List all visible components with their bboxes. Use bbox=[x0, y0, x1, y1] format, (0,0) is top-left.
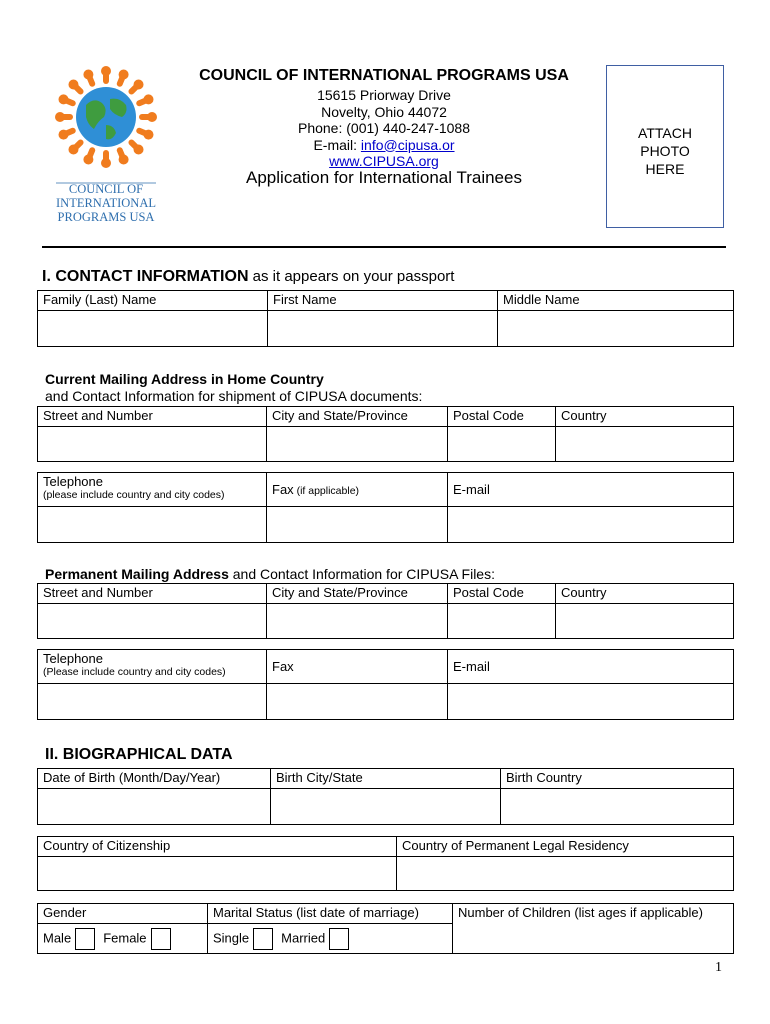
svg-text:COUNCIL OF: COUNCIL OF bbox=[68, 182, 144, 196]
street-header: Street and Number bbox=[38, 407, 267, 427]
telephone-field[interactable] bbox=[38, 507, 267, 543]
residency-field[interactable] bbox=[397, 857, 734, 891]
first-name-field[interactable] bbox=[268, 311, 498, 347]
residency-header: Country of Permanent Legal Residency bbox=[397, 837, 734, 857]
current-contact-table bbox=[37, 472, 734, 543]
permanent-address-heading bbox=[45, 566, 495, 583]
perm-email-field[interactable] bbox=[448, 684, 734, 720]
single-label: Single bbox=[213, 929, 250, 945]
single-checkbox[interactable] bbox=[253, 928, 273, 950]
phone-line: Phone: (001) 440-247-1088 bbox=[297, 120, 471, 136]
citizenship-header: Country of Citizenship bbox=[38, 837, 397, 857]
birth-table bbox=[37, 768, 734, 825]
current-address-heading bbox=[45, 371, 422, 405]
section-title: I. CONTACT INFORMATION bbox=[42, 268, 249, 285]
attach-photo-box[interactable] bbox=[606, 65, 724, 228]
permanent-address-subtitle: and Contact Information for CIPUSA Files: bbox=[228, 566, 495, 582]
gender-header: Gender bbox=[38, 904, 208, 924]
section-biographical-title: II. BIOGRAPHICAL DATA bbox=[45, 746, 233, 763]
org-name: COUNCIL OF INTERNATIONAL PROGRAMS USA bbox=[199, 67, 569, 84]
address-line1: 15615 Priorway Drive bbox=[317, 87, 451, 103]
male-label: Male bbox=[43, 929, 72, 945]
section-contact-title bbox=[42, 268, 454, 286]
city-header: City and State/Province bbox=[267, 407, 448, 427]
dob-field[interactable] bbox=[38, 789, 271, 825]
current-address-subtitle: and Contact Information for shipment of CIPUSA documents: bbox=[45, 388, 423, 404]
middle-name-field[interactable] bbox=[498, 311, 734, 347]
perm-street-header: Street and Number bbox=[38, 584, 267, 604]
page-number: 1 bbox=[715, 960, 722, 975]
middle-name-header: Middle Name bbox=[498, 291, 734, 311]
email-field[interactable] bbox=[448, 507, 734, 543]
svg-text:PROGRAMS USA: PROGRAMS USA bbox=[57, 210, 155, 224]
country-header: Country bbox=[556, 407, 734, 427]
header-divider bbox=[42, 246, 726, 248]
perm-telephone-note: (Please include country and city codes) bbox=[43, 666, 226, 678]
perm-email-cell[interactable]: E-mail bbox=[448, 650, 734, 684]
perm-city-field[interactable] bbox=[267, 604, 448, 639]
telephone-cell[interactable] bbox=[38, 473, 267, 507]
female-label: Female bbox=[103, 929, 147, 945]
city-field[interactable] bbox=[267, 427, 448, 462]
fax-label: Fax bbox=[272, 482, 294, 497]
svg-text:INTERNATIONAL: INTERNATIONAL bbox=[56, 196, 156, 210]
family-name-field[interactable] bbox=[38, 311, 268, 347]
perm-postal-header: Postal Code bbox=[448, 584, 556, 604]
perm-postal-field[interactable] bbox=[448, 604, 556, 639]
email-link[interactable]: info@cipusa.or bbox=[360, 136, 455, 153]
email-line bbox=[188, 137, 580, 154]
perm-country-header: Country bbox=[556, 584, 734, 604]
email-cell[interactable]: E-mail bbox=[448, 473, 734, 507]
citizenship-field[interactable] bbox=[38, 857, 397, 891]
perm-telephone-field[interactable] bbox=[38, 684, 267, 720]
address-line2: Novelty, Ohio 44072 bbox=[321, 103, 447, 120]
birth-city-header: Birth City/State bbox=[271, 769, 501, 789]
permanent-contact-table bbox=[37, 649, 734, 720]
fax-cell[interactable] bbox=[267, 473, 448, 507]
male-checkbox[interactable] bbox=[75, 928, 95, 950]
country-field[interactable] bbox=[556, 427, 734, 462]
current-address-table bbox=[37, 406, 734, 462]
photo-box-line2: PHOTO bbox=[640, 143, 690, 159]
logo-icon bbox=[42, 55, 170, 235]
form-title: Application for International Trainees bbox=[246, 168, 522, 187]
name-table bbox=[37, 290, 734, 347]
female-checkbox[interactable] bbox=[151, 928, 171, 950]
photo-box-line1: ATTACH bbox=[638, 125, 692, 141]
birth-city-field[interactable] bbox=[271, 789, 501, 825]
perm-fax-field[interactable] bbox=[267, 684, 448, 720]
org-address bbox=[188, 87, 580, 170]
perm-fax-cell[interactable]: Fax bbox=[267, 650, 448, 684]
dob-header: Date of Birth (Month/Day/Year) bbox=[38, 769, 271, 789]
perm-street-field[interactable] bbox=[38, 604, 267, 639]
telephone-note: (please include country and city codes) bbox=[43, 489, 225, 501]
married-checkbox[interactable] bbox=[329, 928, 349, 950]
birth-country-header: Birth Country bbox=[501, 769, 734, 789]
family-name-header: Family (Last) Name bbox=[38, 291, 268, 311]
marital-header: Marital Status (list date of marriage) bbox=[208, 904, 453, 924]
married-label: Married bbox=[281, 929, 326, 945]
citizenship-table bbox=[37, 836, 734, 891]
children-label: Number of Children (list ages if applicable) bbox=[458, 905, 703, 920]
current-address-title: Current Mailing Address in Home Country bbox=[45, 371, 324, 387]
permanent-address-table bbox=[37, 583, 734, 639]
fax-note: (if applicable) bbox=[293, 485, 360, 497]
cipusa-logo bbox=[42, 55, 170, 235]
street-field[interactable] bbox=[38, 427, 267, 462]
postal-field[interactable] bbox=[448, 427, 556, 462]
gender-options bbox=[38, 924, 208, 954]
section-subtitle: as it appears on your passport bbox=[248, 268, 455, 285]
birth-country-field[interactable] bbox=[501, 789, 734, 825]
perm-telephone-label: Telephone bbox=[43, 651, 103, 666]
fax-field[interactable] bbox=[267, 507, 448, 543]
children-cell[interactable] bbox=[453, 904, 734, 954]
perm-telephone-cell[interactable] bbox=[38, 650, 267, 684]
perm-country-field[interactable] bbox=[556, 604, 734, 639]
postal-header: Postal Code bbox=[448, 407, 556, 427]
email-label: E-mail: bbox=[313, 136, 361, 153]
permanent-address-title: Permanent Mailing Address bbox=[45, 566, 229, 582]
perm-city-header: City and State/Province bbox=[267, 584, 448, 604]
website-link[interactable]: www.CIPUSA.org bbox=[329, 153, 439, 169]
photo-box-line3: HERE bbox=[645, 161, 685, 177]
telephone-label: Telephone bbox=[43, 474, 103, 489]
marital-options bbox=[208, 924, 453, 954]
personal-status-table bbox=[37, 903, 734, 954]
first-name-header: First Name bbox=[268, 291, 498, 311]
